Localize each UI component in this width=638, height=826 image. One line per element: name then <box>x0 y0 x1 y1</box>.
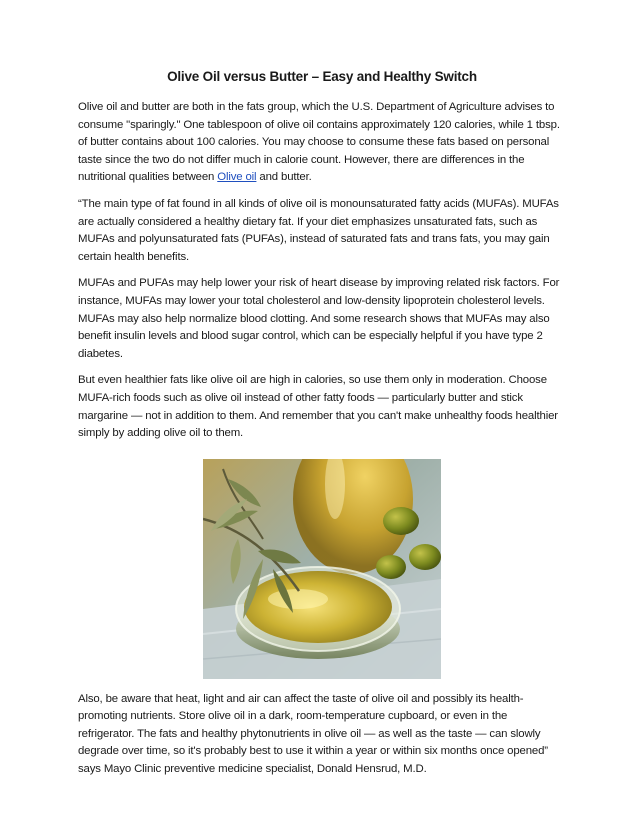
document-page <box>78 68 566 788</box>
olive-oil-photo <box>203 459 441 679</box>
document-title: Olive Oil versus Butter – Easy and Healthy Switch <box>167 69 477 84</box>
paragraph-intro <box>78 99 566 187</box>
paragraph-mufa: “The main type of fat found in all kinds of olive oil is monounsaturated fatty acids (MUFAs). MUFAs are actually considered a healthy dietary fat. If your diet emphasizes unsaturated fats, such as MUFAs and polyunsaturated fats (PUFAs), instead of saturated fats and trans fats, you may gain certain health benefits. <box>78 197 559 263</box>
paragraph-intro-tail: and butter. <box>256 171 312 184</box>
paragraph-storage: Also, be aware that heat, light and air can affect the taste of olive oil and possibly its health-promoting nutrients. Store olive oil in a dark, room-temperature cupboard, or even in the refrigerator. The fats and healthy phytonutrients in olive oil — as well as the taste — can slowly degrade over time, so it's probably best to use it within a year or within six months once opened” says Mayo Clinic preventive medicine specialist, Donald Hensrud, M.D. <box>78 692 548 776</box>
paragraph-risk: MUFAs and PUFAs may help lower your risk of heart disease by improving related risk factors. For instance, MUFAs may lower your total cholesterol and low-density lipoprotein cholesterol levels. MUFAs may also help normalize blood clotting. And some research shows that MUFAs may also benefit insulin levels and blood sugar control, which can be especially helpful if you have type 2 diabetes. <box>78 277 560 360</box>
olive-oil-link[interactable]: Olive oil <box>217 171 257 184</box>
figure <box>78 459 566 679</box>
olive-oil-bowl-illustration <box>203 459 441 679</box>
paragraph-moderation: But even healthier fats like olive oil are high in calories, so use them only in moderation. Choose MUFA-rich foods such as olive oil instead of other fatty foods — particularly butter and stick margarine — not in addition to them. And remember that you can't make unhealthy foods healthier simply by adding olive oil to them. <box>78 374 558 440</box>
paragraph-intro-text: Olive oil and butter are both in the fats group, which the U.S. Department of Agriculture advises to consume "sparingly." One tablespoon of olive oil contains approximately 120 calories, while 1 tbsp. of butter contains about 100 calories. You may choose to consume these fats based on personal taste since the two do not differ much in calorie count. However, there are differences in the nutritional qualities between <box>78 101 560 184</box>
